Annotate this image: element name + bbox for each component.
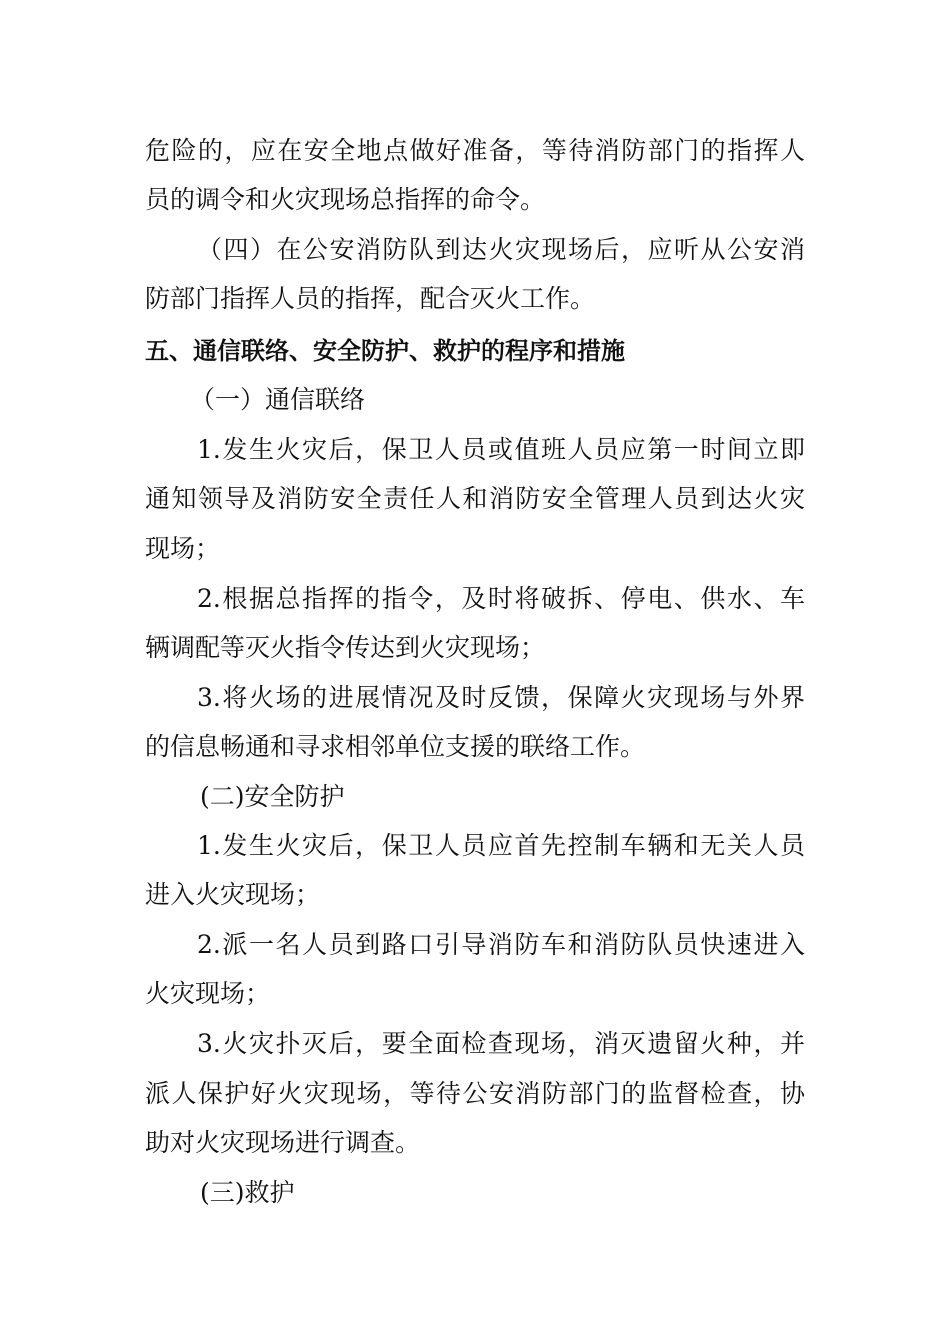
body-text-line: 通知领导及消防安全责任人和消防安全管理人员到达火灾 (145, 484, 805, 513)
subsection-heading-safety: (二)安全防护 (200, 782, 345, 811)
list-item: 2.派一名人员到路口引导消防车和消防队员快速进入 (197, 930, 805, 959)
body-text-line: 现场； (145, 534, 221, 563)
list-item: 1.发生火灾后，保卫人员应首先控制车辆和无关人员 (197, 831, 805, 860)
subsection-heading-rescue: (三)救护 (200, 1178, 295, 1207)
body-text-line: 危险的，应在安全地点做好准备，等待消防部门的指挥人 (145, 136, 805, 165)
list-item: 3.将火场的进展情况及时反馈，保障火灾现场与外界 (197, 683, 805, 712)
body-text-line: 员的调令和火灾现场总指挥的命令。 (145, 185, 546, 214)
body-text-line: 进入火灾现场； (145, 880, 321, 909)
list-item: 2.根据总指挥的指令，及时将破拆、停电、供水、车 (197, 584, 805, 613)
subsection-heading-communication: （一）通信联络 (190, 385, 366, 414)
body-text-line: 防部门指挥人员的指挥，配合灭火工作。 (145, 284, 596, 313)
section-heading: 五、通信联络、安全防护、救护的程序和措施 (145, 337, 625, 365)
body-text-line: 派人保护好火灾现场，等待公安消防部门的监督检查，协 (145, 1079, 805, 1108)
body-text-line: 火灾现场； (145, 979, 271, 1008)
body-text-line: 助对火灾现场进行调查。 (145, 1128, 421, 1157)
list-item: 3.火灾扑灭后，要全面检查现场，消灭遗留火种，并 (197, 1029, 805, 1058)
body-text-line: 的信息畅通和寻求相邻单位支援的联络工作。 (145, 732, 646, 761)
list-item-four: （四）在公安消防队到达火灾现场后，应听从公安消 (197, 235, 805, 264)
list-item: 1.发生火灾后，保卫人员或值班人员应第一时间立即 (197, 435, 805, 464)
body-text-line: 辆调配等灭火指令传达到火灾现场； (145, 633, 546, 662)
